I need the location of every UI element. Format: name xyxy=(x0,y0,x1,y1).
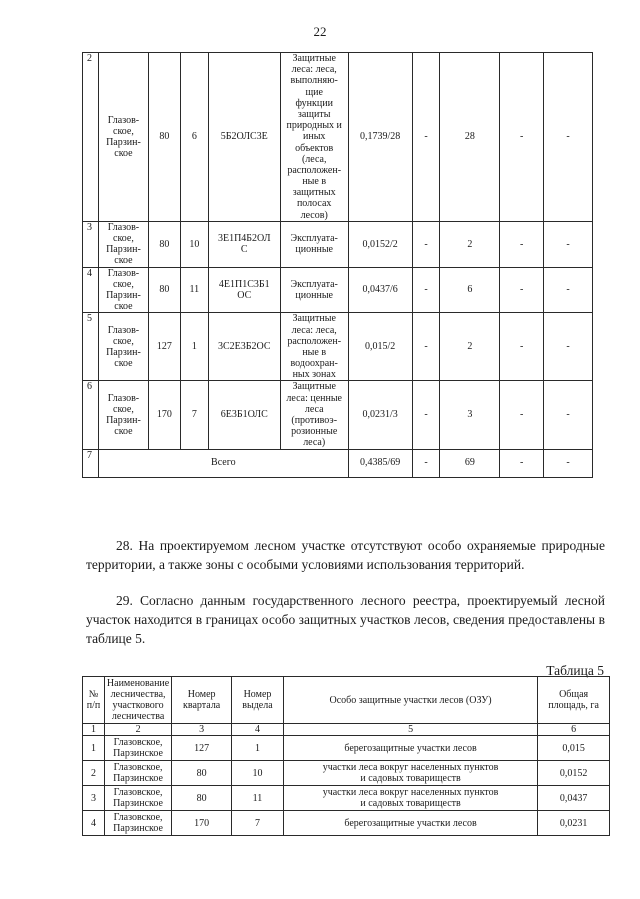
forestry-cell: Глазов- ское, Парзин- ское xyxy=(98,381,148,449)
table-cell: 11 xyxy=(232,786,284,811)
area-cell: 0,015/2 xyxy=(348,313,412,381)
col10-cell: - xyxy=(500,313,544,381)
table-5 xyxy=(82,676,610,836)
division-cell: 11 xyxy=(180,267,208,313)
table-row xyxy=(83,381,593,449)
column-header: № п/п xyxy=(83,677,105,724)
composition-cell: 6Е3Б1ОЛС xyxy=(208,381,280,449)
column-index: 3 xyxy=(172,724,232,736)
col8-cell: - xyxy=(412,449,440,477)
column-header: Общая площадь, га xyxy=(538,677,610,724)
table-cell: 1 xyxy=(232,736,284,761)
table-cell: Глазовское, Парзинское xyxy=(104,736,171,761)
col8-cell: - xyxy=(412,221,440,267)
area-cell: 0,0231/3 xyxy=(348,381,412,449)
table-cell: участки леса вокруг населенных пунктов и садовых товариществ xyxy=(283,761,537,786)
table-header-row xyxy=(83,677,610,724)
row-number: 7 xyxy=(83,449,99,477)
table-cell: 1 xyxy=(83,736,105,761)
column-index: 2 xyxy=(104,724,171,736)
paragraph-29: 29. Согласно данным государственного лесного реестра, проектируемый лесной участок находится в границах особо защитных участков лесов, сведения предоставлены в таблице 5. xyxy=(86,593,605,646)
col11-cell: - xyxy=(544,381,593,449)
column-header: Номер выдела xyxy=(232,677,284,724)
col11-cell: - xyxy=(544,53,593,222)
total-row xyxy=(83,449,593,477)
column-index-row xyxy=(83,724,610,736)
table-cell: берегозащитные участки лесов xyxy=(283,811,537,836)
total-label: Всего xyxy=(98,449,348,477)
table-cell: берегозащитные участки лесов xyxy=(283,736,537,761)
col8-cell: - xyxy=(412,267,440,313)
category-cell: Эксплуата- ционные xyxy=(280,267,348,313)
table-cell: 0,015 xyxy=(538,736,610,761)
table-row xyxy=(83,53,593,222)
col8-cell: - xyxy=(412,381,440,449)
table-row xyxy=(83,736,610,761)
area-cell: 0,0152/2 xyxy=(348,221,412,267)
division-cell: 7 xyxy=(180,381,208,449)
table-row xyxy=(83,313,593,381)
col9-cell: 28 xyxy=(440,53,500,222)
col10-cell: - xyxy=(500,381,544,449)
table-row xyxy=(83,221,593,267)
col9-cell: 2 xyxy=(440,221,500,267)
forestry-cell: Глазов- ское, Парзин- ское xyxy=(98,221,148,267)
column-index: 4 xyxy=(232,724,284,736)
category-cell: Защитные леса: ценные леса (противоэ- розионные леса) xyxy=(280,381,348,449)
col10-cell: - xyxy=(500,449,544,477)
composition-cell: 5Б2ОЛС3Е xyxy=(208,53,280,222)
quarter-cell: 127 xyxy=(148,313,180,381)
table-row xyxy=(83,786,610,811)
table-cell: 170 xyxy=(172,811,232,836)
col8-cell: - xyxy=(412,313,440,381)
quarter-cell: 170 xyxy=(148,381,180,449)
row-number: 2 xyxy=(83,53,99,222)
composition-cell: 3С2Е3Б2ОС xyxy=(208,313,280,381)
category-cell: Защитные леса: леса, расположен- ные в водоохран- ных зонах xyxy=(280,313,348,381)
table-cell: 80 xyxy=(172,786,232,811)
area-cell: 0,4385/69 xyxy=(348,449,412,477)
composition-cell: 4Е1П1С3Б1 ОС xyxy=(208,267,280,313)
col10-cell: - xyxy=(500,53,544,222)
forest-plot-table xyxy=(82,52,593,478)
column-header: Номер квартала xyxy=(172,677,232,724)
table-cell: 4 xyxy=(83,811,105,836)
col8-cell: - xyxy=(412,53,440,222)
table-row xyxy=(83,761,610,786)
forestry-cell: Глазов- ское, Парзин- ское xyxy=(98,267,148,313)
row-number: 5 xyxy=(83,313,99,381)
table-row xyxy=(83,267,593,313)
table-cell: 7 xyxy=(232,811,284,836)
row-number: 6 xyxy=(83,381,99,449)
col9-cell: 3 xyxy=(440,381,500,449)
col11-cell: - xyxy=(544,449,593,477)
column-index: 5 xyxy=(283,724,537,736)
area-cell: 0,0437/6 xyxy=(348,267,412,313)
column-header: Наименование лесничества, участкового лесничества xyxy=(104,677,171,724)
column-header: Особо защитные участки лесов (ОЗУ) xyxy=(283,677,537,724)
table-cell: 0,0152 xyxy=(538,761,610,786)
row-number: 4 xyxy=(83,267,99,313)
col11-cell: - xyxy=(544,313,593,381)
table-cell: 2 xyxy=(83,761,105,786)
col11-cell: - xyxy=(544,267,593,313)
area-cell: 0,1739/28 xyxy=(348,53,412,222)
table-cell: 80 xyxy=(172,761,232,786)
table-cell: Глазовское, Парзинское xyxy=(104,786,171,811)
paragraph-28: 28. На проектируемом лесном участке отсутствуют особо охраняемые природные территории, а также зоны с особыми условиями использования территорий. xyxy=(86,538,605,572)
col11-cell: - xyxy=(544,221,593,267)
col10-cell: - xyxy=(500,221,544,267)
row-number: 3 xyxy=(83,221,99,267)
category-cell: Защитные леса: леса, выполняю- щие функции защиты природных и иных объектов (леса, расположен- ные в защитных полосах лесов) xyxy=(280,53,348,222)
table-cell: участки леса вокруг населенных пунктов и садовых товариществ xyxy=(283,786,537,811)
table-cell: Глазовское, Парзинское xyxy=(104,811,171,836)
division-cell: 1 xyxy=(180,313,208,381)
column-index: 6 xyxy=(538,724,610,736)
column-index: 1 xyxy=(83,724,105,736)
category-cell: Эксплуата- ционные xyxy=(280,221,348,267)
col9-cell: 6 xyxy=(440,267,500,313)
quarter-cell: 80 xyxy=(148,221,180,267)
table-cell: 0,0437 xyxy=(538,786,610,811)
quarter-cell: 80 xyxy=(148,53,180,222)
table-cell: 10 xyxy=(232,761,284,786)
table-cell: 3 xyxy=(83,786,105,811)
table-cell: 0,0231 xyxy=(538,811,610,836)
col9-cell: 69 xyxy=(440,449,500,477)
table5-caption: Таблица 5 xyxy=(546,663,604,678)
division-cell: 6 xyxy=(180,53,208,222)
col9-cell: 2 xyxy=(440,313,500,381)
composition-cell: 3Е1П4Б2ОЛ С xyxy=(208,221,280,267)
table-cell: Глазовское, Парзинское xyxy=(104,761,171,786)
table-row xyxy=(83,811,610,836)
col10-cell: - xyxy=(500,267,544,313)
division-cell: 10 xyxy=(180,221,208,267)
table-cell: 127 xyxy=(172,736,232,761)
page-number: 22 xyxy=(313,24,327,39)
quarter-cell: 80 xyxy=(148,267,180,313)
forestry-cell: Глазов- ское, Парзин- ское xyxy=(98,313,148,381)
forestry-cell: Глазов- ское, Парзин- ское xyxy=(98,53,148,222)
